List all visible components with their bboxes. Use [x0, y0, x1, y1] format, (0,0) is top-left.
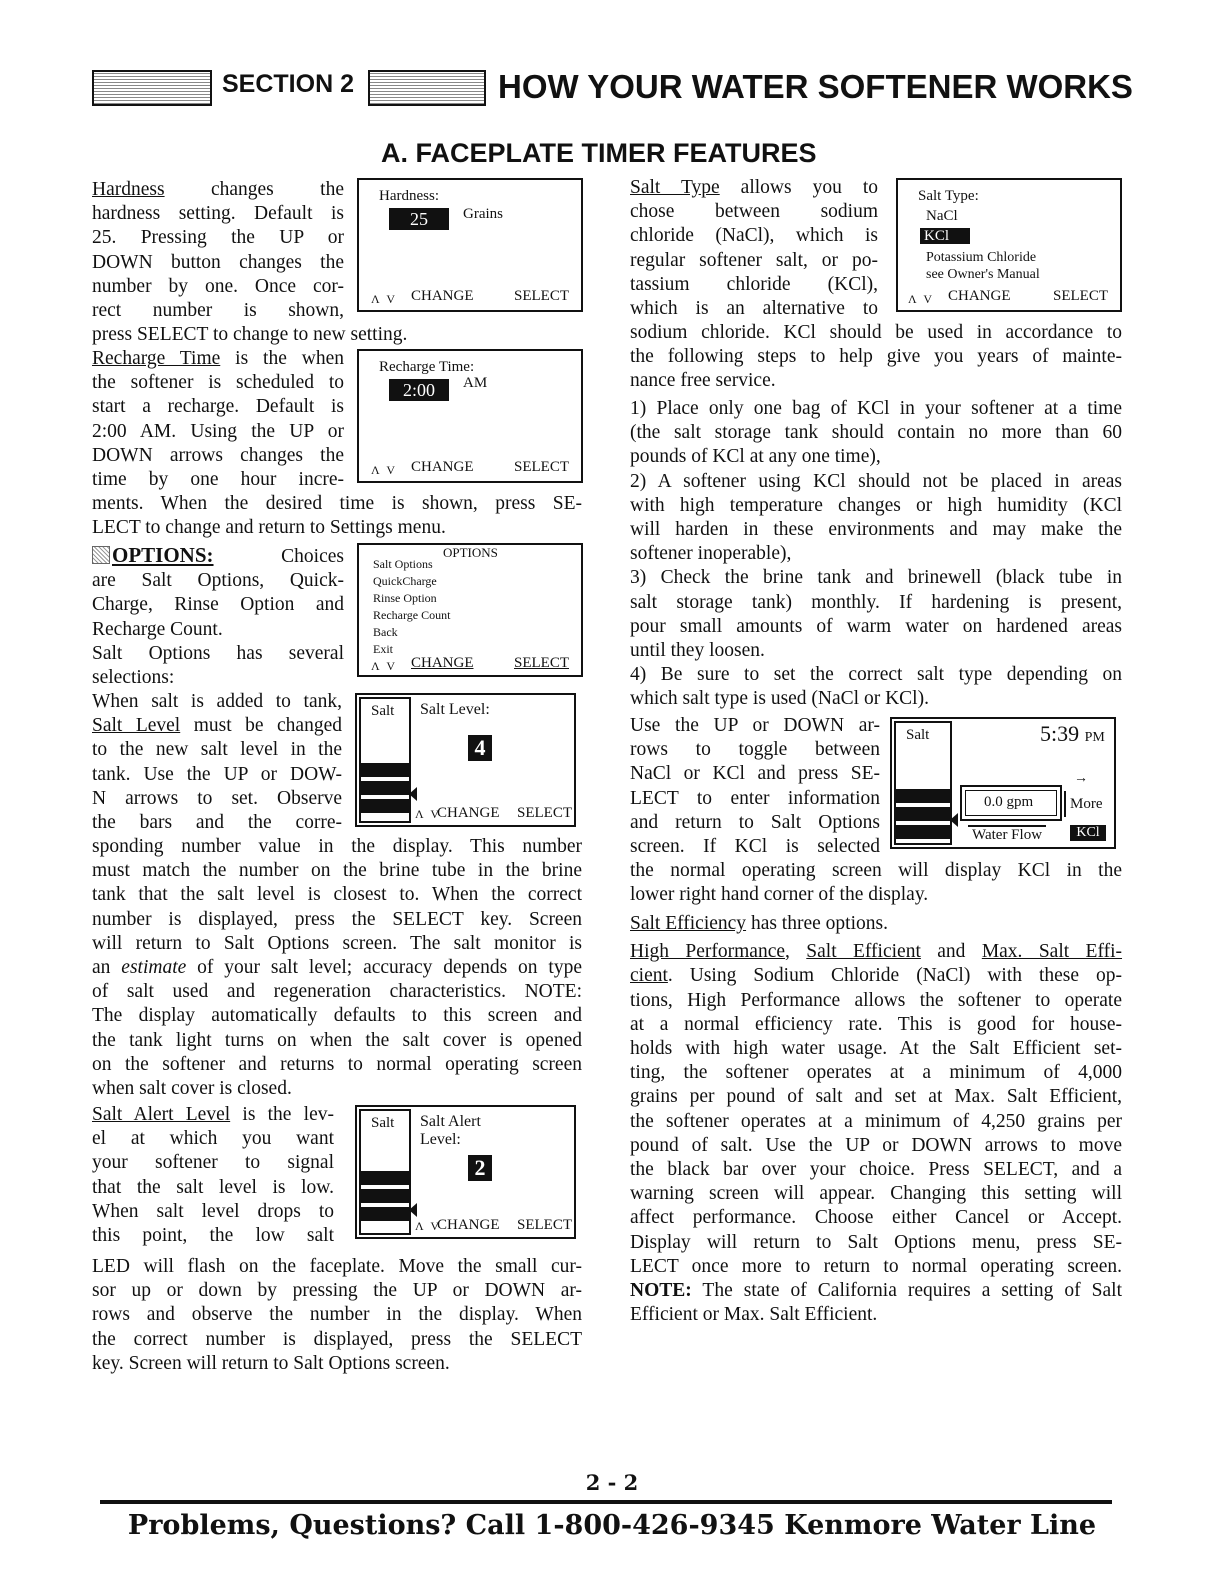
- hardness-display-label: Hardness:: [379, 188, 439, 204]
- kcl-step-line: with high temperature changes or high humidity (KCl: [630, 494, 1122, 516]
- kcl-step-line: salt storage tank) monthly. If hardening is present,: [630, 591, 1122, 613]
- salt-type-line: chose between sodium: [630, 201, 878, 223]
- hardness-line-0: Hardness changes the: [92, 179, 344, 200]
- salt-level-line: N arrows to set. Observe: [92, 787, 342, 809]
- efficiency-line: Display will return to Salt Options menu, press SE-: [630, 1231, 1122, 1253]
- salt-type-line: which is an alternative to: [630, 298, 878, 320]
- salt-level-line: the tank light turns on when the salt cover is opened: [92, 1029, 582, 1051]
- salt-bar: [896, 825, 950, 839]
- hardness-line: hardness setting. Default is: [92, 203, 344, 225]
- salt-level-line: tank. Use the UP or DOW-: [92, 763, 342, 785]
- salt-bar: [361, 781, 409, 795]
- salt-alert-line: the correct number is displayed, press the SELECT: [92, 1328, 582, 1350]
- hardness-unit: Grains: [463, 206, 503, 222]
- salt-alert-line: When salt level drops to: [92, 1200, 334, 1222]
- salt-level-line-estimate: an estimate of your salt level; accuracy depends on type: [92, 957, 582, 979]
- salt-level-line: number is displayed, press the SELECT key. Screen: [92, 908, 582, 930]
- toggle-paragraph: [630, 714, 880, 859]
- recharge-paragraph: [92, 347, 344, 492]
- kcl-step-line: softener inoperable),: [630, 543, 792, 565]
- options-line: Salt Options has several: [92, 642, 344, 664]
- efficiency-line: tions, High Performance allows the softener to operate: [630, 989, 1122, 1011]
- salt-level-line: sponding number value in the display. This number: [92, 836, 582, 857]
- options-item[interactable]: Back: [373, 625, 398, 639]
- toggle-line: LECT to enter information: [630, 787, 880, 809]
- select-label: SELECT: [1053, 288, 1108, 304]
- salt-type-line-0: Salt Type allows you to: [630, 177, 878, 198]
- options-line: Recharge Count.: [92, 618, 223, 640]
- options-item[interactable]: Recharge Count: [373, 608, 451, 622]
- salt-type-line: chloride (NaCl), which is: [630, 225, 878, 247]
- change-label: CHANGE: [411, 459, 474, 475]
- footer-helpline: Problems, Questions? Call 1-800-426-9345 Kenmore Water Line: [127, 1510, 1097, 1541]
- efficiency-line: warning screen will appear. Changing this setting will: [630, 1183, 1122, 1205]
- options-term: OPTIONS:: [112, 543, 214, 567]
- hardness-display: [357, 178, 583, 312]
- kcl-step-line: until they loosen.: [630, 640, 765, 662]
- change-label: CHANGE: [437, 805, 500, 821]
- efficiency-line: the softener operates at a minimum of 4,250 grains per: [630, 1110, 1122, 1132]
- efficiency-line: LECT once more to return to normal operating screen.: [630, 1255, 1122, 1277]
- salt-alert-line: this point, the low salt: [92, 1225, 334, 1247]
- options-line: Charge, Rinse Option and: [92, 594, 344, 616]
- change-label: CHANGE: [411, 288, 474, 304]
- recharge-term: Recharge Time: [92, 348, 221, 369]
- page-number: 2 - 2: [585, 1470, 639, 1495]
- efficiency-line: ting, the softener operates at a minimum of 4,000: [630, 1062, 1122, 1084]
- salt-tank-gauge: [359, 697, 411, 823]
- salt-type-option-kcl[interactable]: KCl: [920, 228, 970, 244]
- salt-tank-gauge: [359, 1109, 411, 1235]
- salt-alert-display: [355, 1105, 576, 1239]
- toggle-line: rows to toggle between: [630, 739, 880, 761]
- select-label: SELECT: [517, 805, 572, 821]
- status-display: [890, 717, 1116, 849]
- hardness-line: DOWN button changes the: [92, 251, 344, 273]
- toggle-line: lower right hand corner of the display.: [630, 884, 929, 906]
- efficiency-note-last: Efficient or Max. Salt Efficient.: [630, 1304, 878, 1326]
- salt-type-option-desc: Potassium Chloride: [926, 250, 1037, 265]
- recharge-paragraph-wide: [92, 492, 582, 540]
- salt-level-line: of salt used and regeneration characteristics. NOTE:: [92, 981, 582, 1003]
- updown-icon: Λ V: [908, 292, 935, 306]
- toggle-line: Use the UP or DOWN ar-: [630, 715, 880, 736]
- level-cursor-icon[interactable]: [409, 787, 417, 801]
- efficiency-line: holds with high water usage. At the Salt Efficient set-: [630, 1038, 1122, 1060]
- note-label: NOTE:: [630, 1280, 692, 1302]
- options-item[interactable]: Salt Options: [373, 557, 433, 571]
- salt-type-term: Salt Type: [630, 177, 720, 198]
- salt-bar: [361, 1207, 409, 1221]
- salt-level-paragraph: [92, 690, 342, 835]
- updown-icon: Λ V: [415, 1219, 442, 1233]
- options-line: are Salt Options, Quick-: [92, 570, 344, 592]
- efficiency-options-line: High Performance, Salt Efficient and Max. Salt Effi-: [630, 941, 1123, 963]
- salt-type-paragraph: [630, 176, 878, 321]
- salt-level-line: must match the number on the brine tube in the brine: [92, 860, 582, 882]
- water-flow-label: Water Flow: [968, 825, 1046, 844]
- updown-icon: Λ V: [371, 659, 398, 673]
- salt-type-line: sodium chloride. KCl should be used in accordance to: [630, 322, 1122, 343]
- flow-box: [960, 785, 1062, 821]
- options-paragraph: [92, 543, 344, 690]
- updown-icon: Λ V: [371, 292, 398, 306]
- salt-bar: [361, 799, 409, 813]
- page-title: HOW YOUR WATER SOFTENER WORKS: [498, 68, 1133, 105]
- select-label: SELECT: [517, 1217, 572, 1233]
- hardness-term: Hardness: [92, 179, 165, 200]
- kcl-step-line: will harden in these environments and may make the: [630, 519, 1122, 541]
- tank-label: Salt: [371, 1115, 395, 1131]
- salt-bar: [896, 789, 950, 803]
- hardness-value[interactable]: 25: [389, 208, 449, 230]
- salt-level-line-0: Salt Level must be changed: [92, 715, 342, 737]
- options-item[interactable]: Rinse Option: [373, 591, 437, 605]
- hardness-line: rect number is shown,: [92, 300, 344, 322]
- efficiency-intro: Salt Efficiency has three options.: [630, 913, 888, 934]
- toggle-paragraph-wide: [630, 859, 1122, 907]
- salt-alert-line: your softener to signal: [92, 1152, 334, 1174]
- salt-alert-label: Salt Alert: [420, 1113, 481, 1130]
- header-decor-left: [92, 70, 212, 106]
- more-arrow-icon[interactable]: →: [1074, 771, 1088, 786]
- recharge-line-0: Recharge Time is the when: [92, 348, 344, 369]
- salt-alert-line: LED will flash on the faceplate. Move the small cur-: [92, 1256, 582, 1277]
- recharge-value[interactable]: 2:00: [389, 379, 449, 401]
- status-time: 5:39 PM: [1040, 721, 1105, 746]
- salt-alert-line: el at which you want: [92, 1128, 334, 1150]
- salt-type-display-label: Salt Type:: [918, 188, 979, 204]
- header-decor-right: [368, 70, 486, 106]
- hardness-line: press SELECT to change to new setting.: [92, 324, 408, 346]
- salt-alert-line: sor up or down by pressing the UP or DOWN ar-: [92, 1280, 582, 1302]
- salt-bar: [361, 763, 409, 777]
- salt-level-line: the bars and the corre-: [92, 812, 342, 834]
- salt-alert-line: key. Screen will return to Salt Options screen.: [92, 1352, 450, 1374]
- kcl-step-line: 2) A softener using KCl should not be placed in areas: [630, 470, 1122, 492]
- salt-level-label: Salt Level:: [420, 701, 490, 718]
- change-label: CHANGE: [411, 655, 474, 671]
- salt-level-paragraph-wide: [92, 835, 582, 1101]
- hardness-line: 25. Pressing the UP or: [92, 227, 344, 249]
- salt-bar: [361, 1171, 409, 1185]
- efficiency-term: Salt Efficiency: [630, 913, 747, 934]
- select-label: SELECT: [514, 288, 569, 304]
- change-label: CHANGE: [948, 288, 1011, 304]
- salt-bar: [361, 1189, 409, 1203]
- salt-type-badge: KCl: [1070, 825, 1106, 841]
- footer-rule: [100, 1500, 1112, 1504]
- recharge-line: DOWN arrows changes the: [92, 444, 344, 466]
- efficiency-line: grains per pound of salt and set at Max. Salt Efficient,: [630, 1086, 1122, 1108]
- efficiency-paragraph: [630, 912, 1122, 1327]
- salt-alert-paragraph-wide: [92, 1255, 582, 1376]
- salt-type-line: tassium chloride (KCl),: [630, 273, 878, 295]
- salt-type-line: nance free service.: [630, 370, 776, 392]
- toggle-line: the normal operating screen will display KCl in the: [630, 860, 1122, 881]
- salt-alert-paragraph: [92, 1103, 334, 1248]
- updown-icon: Λ V: [415, 807, 442, 821]
- options-icon: [92, 546, 110, 564]
- efficiency-line: pound of salt. Use the UP or DOWN arrows to move: [630, 1134, 1122, 1156]
- salt-tank-gauge: [894, 721, 952, 845]
- salt-level-term: Salt Level: [92, 715, 181, 737]
- options-line-0: OPTIONS: Choices: [92, 543, 344, 569]
- options-line: selections:: [92, 667, 175, 689]
- flow-value: 0.0 gpm: [984, 794, 1034, 810]
- kcl-step-line: 1) Place only one bag of KCl in your softener at a time: [630, 398, 1122, 419]
- toggle-line: screen. If KCl is selected: [630, 836, 880, 858]
- level-cursor-icon: [950, 813, 958, 827]
- salt-level-line: when salt cover is closed.: [92, 1078, 292, 1100]
- salt-bar: [896, 807, 950, 821]
- salt-type-line: the following steps to help give you years of mainte-: [630, 346, 1122, 368]
- salt-type-option-nacl[interactable]: NaCl: [926, 208, 958, 224]
- salt-alert-value[interactable]: 2: [468, 1155, 492, 1181]
- salt-alert-term: Salt Alert Level: [92, 1104, 231, 1125]
- efficiency-note: NOTE: The state of California requires a setting of Salt: [630, 1280, 1122, 1302]
- salt-level-line: on the softener and returns to normal operating screen: [92, 1053, 582, 1075]
- section-subtitle: A. FACEPLATE TIMER FEATURES: [381, 138, 817, 168]
- salt-alert-label: Level:: [420, 1131, 461, 1148]
- recharge-line: ments. When the desired time is shown, press SE-: [92, 493, 582, 514]
- change-label: CHANGE: [437, 1217, 500, 1233]
- salt-type-display: [896, 178, 1122, 312]
- recharge-line: the softener is scheduled to: [92, 372, 344, 394]
- efficiency-line-first: cient. Using Sodium Chloride (NaCl) with these op-: [630, 965, 1122, 987]
- select-label: SELECT: [514, 655, 569, 671]
- efficiency-line: at a normal efficiency rate. This is good for house-: [630, 1013, 1122, 1035]
- kcl-step-line: which salt type is used (NaCl or KCl).: [630, 688, 929, 710]
- toggle-line: and return to Salt Options: [630, 811, 880, 833]
- kcl-step-line: pounds of KCl at any one time),: [630, 446, 881, 468]
- salt-type-paragraph-wide: [630, 321, 1122, 394]
- section-label: SECTION 2: [222, 70, 354, 98]
- salt-level-line: When salt is added to tank,: [92, 691, 342, 712]
- hardness-line: number by one. Once cor-: [92, 275, 344, 297]
- updown-icon: Λ V: [371, 463, 398, 477]
- salt-level-line: tank that the salt level is closest to. When the correct: [92, 884, 582, 906]
- kcl-step-line: pour small amounts of warm water on hardened areas: [630, 615, 1122, 637]
- recharge-line: 2:00 AM. Using the UP or: [92, 420, 344, 442]
- tank-label: Salt: [371, 703, 395, 719]
- options-display-title: OPTIONS: [443, 545, 498, 560]
- salt-level-line: The display automatically defaults to this screen and: [92, 1005, 582, 1027]
- estimate-word: estimate: [121, 957, 187, 979]
- salt-level-value[interactable]: 4: [468, 735, 492, 761]
- salt-type-option-note: see Owner's Manual: [926, 267, 1040, 282]
- efficiency-line: the black bar over your choice. Press SELECT, and a: [630, 1159, 1122, 1181]
- recharge-display: [357, 349, 583, 483]
- salt-level-display: [355, 693, 576, 827]
- recharge-line: time by one hour incre-: [92, 469, 344, 491]
- level-cursor-icon[interactable]: [409, 1203, 417, 1217]
- kcl-step-line: (the salt storage tank should contain no more than 60: [630, 422, 1122, 444]
- salt-alert-line-0: Salt Alert Level is the lev-: [92, 1104, 334, 1125]
- salt-level-line: to the new salt level in the: [92, 739, 342, 761]
- recharge-unit: AM: [463, 375, 488, 391]
- kcl-steps: [630, 397, 1122, 712]
- options-display: [357, 543, 583, 677]
- salt-alert-line: rows and observe the number in the display. When: [92, 1304, 582, 1326]
- kcl-step-line: 3) Check the brine tank and brinewell (black tube in: [630, 567, 1122, 589]
- recharge-line: LECT to change and return to Settings menu.: [92, 517, 446, 539]
- options-item[interactable]: QuickCharge: [373, 574, 437, 588]
- toggle-line: NaCl or KCl and press SE-: [630, 763, 880, 785]
- efficiency-line: affect performance. Choose either Cancel or Accept.: [630, 1207, 1122, 1229]
- salt-level-line: will return to Salt Options screen. The salt monitor is: [92, 932, 582, 954]
- recharge-line: start a recharge. Default is: [92, 396, 344, 418]
- recharge-display-label: Recharge Time:: [379, 359, 475, 375]
- kcl-step-line: 4) Be sure to set the correct salt type depending on: [630, 664, 1122, 686]
- tank-label: Salt: [906, 727, 930, 743]
- options-item[interactable]: Exit: [373, 642, 393, 656]
- select-label: SELECT: [514, 459, 569, 475]
- more-button[interactable]: More: [1064, 791, 1103, 817]
- salt-type-line: regular softener salt, or po-: [630, 249, 878, 271]
- salt-alert-line: that the salt level is low.: [92, 1176, 334, 1198]
